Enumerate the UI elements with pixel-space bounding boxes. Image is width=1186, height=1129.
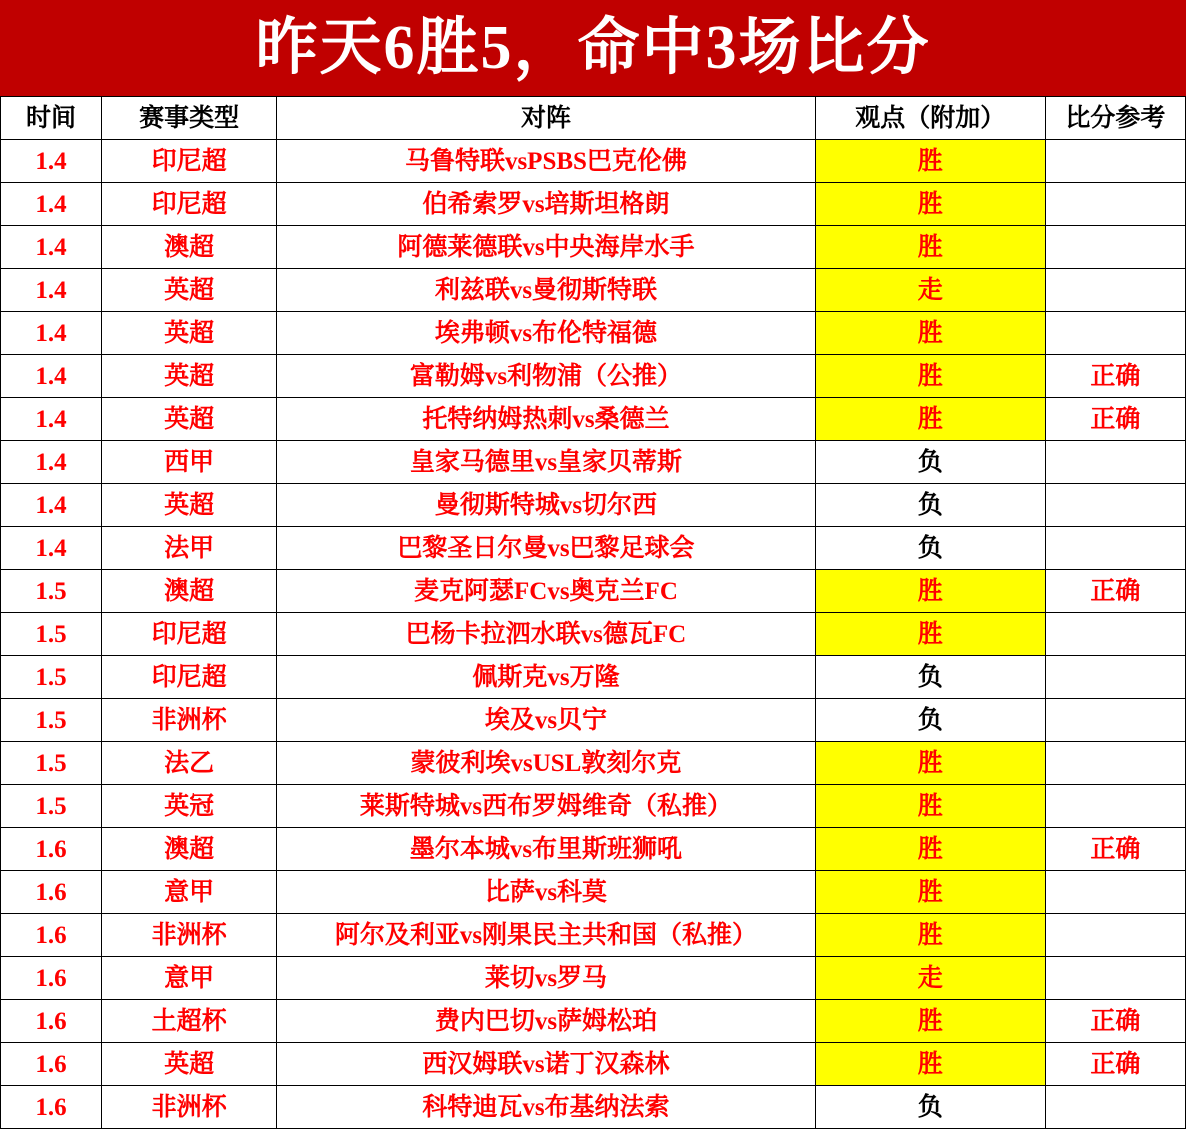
cell-time: 1.4 (1, 527, 102, 570)
header-score: 比分参考 (1045, 97, 1185, 140)
cell-score (1045, 871, 1185, 914)
cell-match: 巴杨卡拉泗水联vs德瓦FC (277, 613, 815, 656)
cell-view: 胜 (815, 226, 1045, 269)
table-body (1, 140, 1186, 1129)
cell-score (1045, 699, 1185, 742)
table-row (1, 828, 1186, 871)
cell-view: 负 (815, 1086, 1045, 1129)
cell-view: 胜 (815, 828, 1045, 871)
table-row (1, 441, 1186, 484)
banner (0, 0, 1186, 96)
table-row (1, 398, 1186, 441)
cell-time: 1.4 (1, 226, 102, 269)
table-row (1, 957, 1186, 1000)
cell-view: 胜 (815, 613, 1045, 656)
predictions-table (0, 96, 1186, 1129)
table-row (1, 312, 1186, 355)
table-row (1, 1043, 1186, 1086)
cell-score (1045, 785, 1185, 828)
cell-match: 托特纳姆热刺vs桑德兰 (277, 398, 815, 441)
table-row (1, 1000, 1186, 1043)
cell-score: 正确 (1045, 1000, 1185, 1043)
cell-score (1045, 269, 1185, 312)
cell-view: 负 (815, 656, 1045, 699)
cell-view: 胜 (815, 871, 1045, 914)
table-row (1, 613, 1186, 656)
cell-match: 莱切vs罗马 (277, 957, 815, 1000)
cell-score (1045, 226, 1185, 269)
table-header (1, 97, 1186, 140)
cell-match: 佩斯克vs万隆 (277, 656, 815, 699)
cell-match: 比萨vs科莫 (277, 871, 815, 914)
cell-view: 走 (815, 269, 1045, 312)
cell-view: 走 (815, 957, 1045, 1000)
cell-time: 1.6 (1, 1043, 102, 1086)
cell-match: 埃及vs贝宁 (277, 699, 815, 742)
cell-time: 1.4 (1, 484, 102, 527)
cell-match: 伯希索罗vs培斯坦格朗 (277, 183, 815, 226)
cell-time: 1.5 (1, 699, 102, 742)
cell-time: 1.4 (1, 398, 102, 441)
cell-match: 麦克阿瑟FCvs奥克兰FC (277, 570, 815, 613)
table-row (1, 140, 1186, 183)
cell-league: 非洲杯 (102, 1086, 277, 1129)
header-match: 对阵 (277, 97, 815, 140)
header-view: 观点（附加） (815, 97, 1045, 140)
table-row (1, 183, 1186, 226)
header-time: 时间 (1, 97, 102, 140)
cell-match: 皇家马德里vs皇家贝蒂斯 (277, 441, 815, 484)
cell-score (1045, 914, 1185, 957)
cell-view: 胜 (815, 1043, 1045, 1086)
cell-league: 非洲杯 (102, 914, 277, 957)
cell-match: 巴黎圣日尔曼vs巴黎足球会 (277, 527, 815, 570)
cell-time: 1.5 (1, 570, 102, 613)
cell-view: 胜 (815, 914, 1045, 957)
table-row (1, 656, 1186, 699)
cell-league: 英超 (102, 1043, 277, 1086)
cell-league: 西甲 (102, 441, 277, 484)
cell-score (1045, 140, 1185, 183)
cell-view: 胜 (815, 355, 1045, 398)
cell-view: 负 (815, 699, 1045, 742)
cell-score (1045, 742, 1185, 785)
cell-view: 胜 (815, 312, 1045, 355)
cell-match: 蒙彼利埃vsUSL敦刻尔克 (277, 742, 815, 785)
table-row (1, 355, 1186, 398)
cell-match: 利兹联vs曼彻斯特联 (277, 269, 815, 312)
header-league: 赛事类型 (102, 97, 277, 140)
cell-league: 澳超 (102, 226, 277, 269)
table-row (1, 484, 1186, 527)
cell-score (1045, 957, 1185, 1000)
cell-score: 正确 (1045, 828, 1185, 871)
cell-league: 法乙 (102, 742, 277, 785)
cell-view: 负 (815, 484, 1045, 527)
cell-score (1045, 656, 1185, 699)
table-row (1, 226, 1186, 269)
cell-score (1045, 312, 1185, 355)
table-row (1, 1086, 1186, 1129)
table-row (1, 742, 1186, 785)
cell-view: 负 (815, 527, 1045, 570)
cell-time: 1.5 (1, 742, 102, 785)
cell-view: 胜 (815, 742, 1045, 785)
cell-league: 英超 (102, 484, 277, 527)
cell-match: 富勒姆vs利物浦（公推） (277, 355, 815, 398)
cell-league: 非洲杯 (102, 699, 277, 742)
cell-view: 胜 (815, 140, 1045, 183)
cell-time: 1.4 (1, 441, 102, 484)
cell-score (1045, 484, 1185, 527)
cell-time: 1.4 (1, 312, 102, 355)
cell-match: 西汉姆联vs诺丁汉森林 (277, 1043, 815, 1086)
cell-match: 阿尔及利亚vs刚果民主共和国（私推） (277, 914, 815, 957)
cell-score (1045, 183, 1185, 226)
cell-time: 1.6 (1, 828, 102, 871)
cell-league: 印尼超 (102, 183, 277, 226)
banner-title: 昨天6胜5，命中3场比分 (255, 14, 931, 82)
cell-league: 土超杯 (102, 1000, 277, 1043)
cell-view: 胜 (815, 183, 1045, 226)
cell-score: 正确 (1045, 398, 1185, 441)
cell-time: 1.5 (1, 656, 102, 699)
cell-score (1045, 527, 1185, 570)
cell-time: 1.4 (1, 355, 102, 398)
table-row (1, 871, 1186, 914)
cell-time: 1.6 (1, 914, 102, 957)
table-row (1, 570, 1186, 613)
cell-score (1045, 1086, 1185, 1129)
cell-league: 印尼超 (102, 656, 277, 699)
cell-score: 正确 (1045, 355, 1185, 398)
cell-match: 埃弗顿vs布伦特福德 (277, 312, 815, 355)
header-row (1, 97, 1186, 140)
cell-match: 科特迪瓦vs布基纳法索 (277, 1086, 815, 1129)
cell-league: 法甲 (102, 527, 277, 570)
cell-time: 1.4 (1, 183, 102, 226)
cell-score (1045, 441, 1185, 484)
table-row (1, 527, 1186, 570)
cell-score: 正确 (1045, 570, 1185, 613)
cell-league: 英超 (102, 269, 277, 312)
table-row (1, 914, 1186, 957)
cell-score (1045, 613, 1185, 656)
cell-league: 意甲 (102, 957, 277, 1000)
table-row (1, 785, 1186, 828)
cell-match: 阿德莱德联vs中央海岸水手 (277, 226, 815, 269)
cell-league: 英超 (102, 355, 277, 398)
cell-league: 英超 (102, 312, 277, 355)
table-row (1, 269, 1186, 312)
table-row (1, 699, 1186, 742)
cell-time: 1.5 (1, 785, 102, 828)
cell-view: 胜 (815, 785, 1045, 828)
cell-league: 印尼超 (102, 613, 277, 656)
cell-view: 负 (815, 441, 1045, 484)
cell-time: 1.6 (1, 1086, 102, 1129)
cell-match: 费内巴切vs萨姆松珀 (277, 1000, 815, 1043)
cell-match: 马鲁特联vsPSBS巴克伦佛 (277, 140, 815, 183)
cell-time: 1.6 (1, 957, 102, 1000)
cell-league: 澳超 (102, 570, 277, 613)
cell-time: 1.5 (1, 613, 102, 656)
cell-league: 澳超 (102, 828, 277, 871)
cell-time: 1.4 (1, 140, 102, 183)
cell-match: 曼彻斯特城vs切尔西 (277, 484, 815, 527)
cell-time: 1.6 (1, 871, 102, 914)
cell-match: 莱斯特城vs西布罗姆维奇（私推） (277, 785, 815, 828)
cell-time: 1.4 (1, 269, 102, 312)
cell-league: 印尼超 (102, 140, 277, 183)
cell-view: 胜 (815, 398, 1045, 441)
cell-view: 胜 (815, 570, 1045, 613)
cell-score: 正确 (1045, 1043, 1185, 1086)
cell-time: 1.6 (1, 1000, 102, 1043)
cell-league: 英冠 (102, 785, 277, 828)
cell-league: 意甲 (102, 871, 277, 914)
cell-match: 墨尔本城vs布里斯班狮吼 (277, 828, 815, 871)
cell-view: 胜 (815, 1000, 1045, 1043)
cell-league: 英超 (102, 398, 277, 441)
